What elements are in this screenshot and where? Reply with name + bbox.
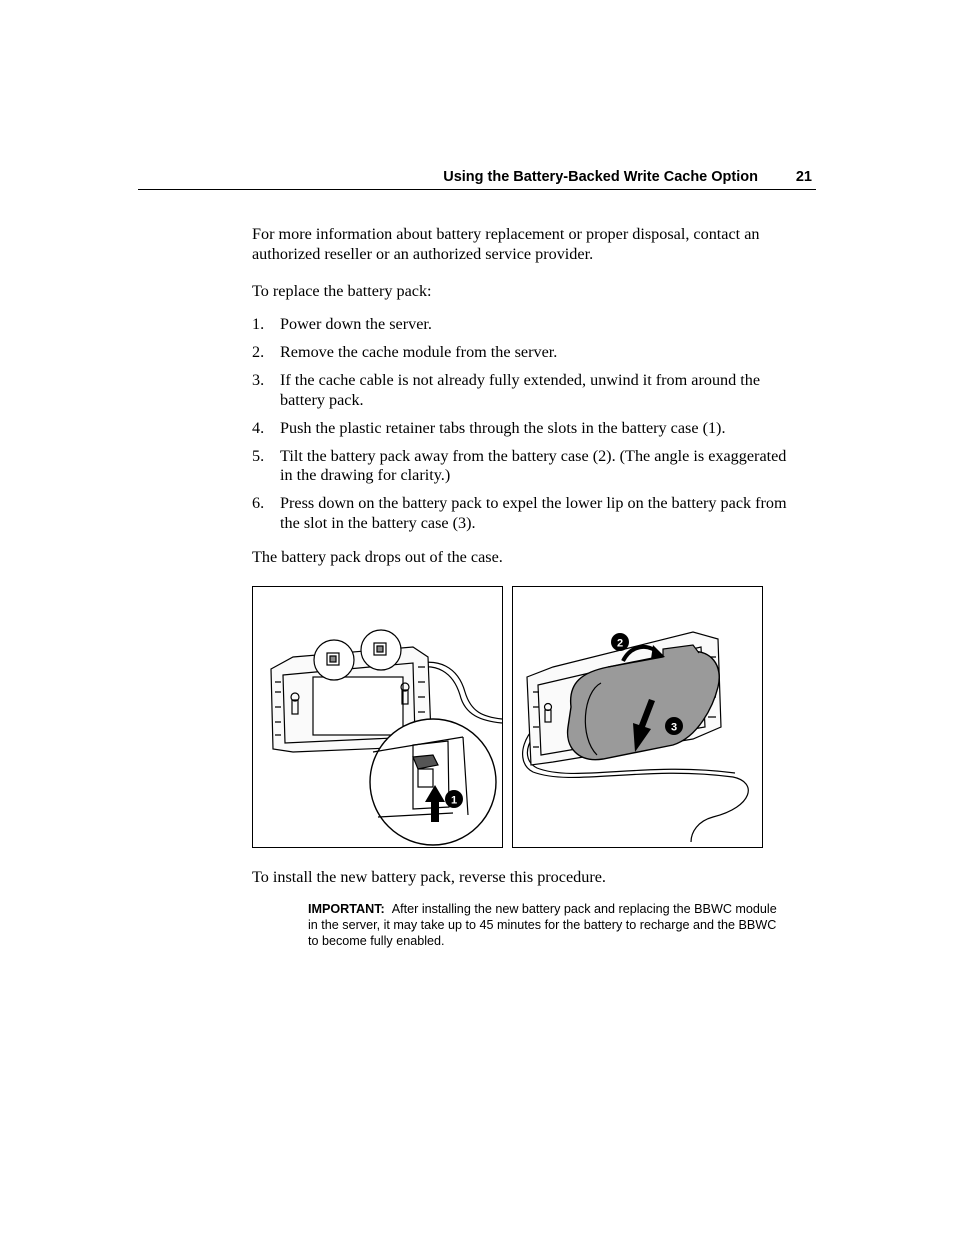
battery-removal-illustration bbox=[513, 587, 762, 847]
install-paragraph: To install the new battery pack, reverse this procedure. bbox=[252, 868, 606, 886]
step-number: 6. bbox=[252, 494, 265, 512]
page-number: 21 bbox=[795, 169, 812, 185]
step-item bbox=[252, 447, 797, 486]
step-number: 4. bbox=[252, 418, 265, 437]
step-text: Remove the cache module from the server. bbox=[280, 343, 558, 361]
step-number: 2. bbox=[252, 343, 265, 361]
important-note bbox=[308, 901, 778, 949]
step-item bbox=[252, 494, 797, 533]
step-number: 3. bbox=[252, 371, 265, 389]
step-text: Power down the server. bbox=[280, 315, 432, 333]
step-item bbox=[252, 371, 797, 410]
step-number: 1. bbox=[252, 315, 265, 333]
running-header bbox=[138, 168, 816, 190]
note-text: After installing the new battery pack and replacing the BBWC module in the server, it may take up to 45 minutes for the battery to recharge and the BBWC to become fully enabled. bbox=[308, 902, 777, 948]
step-item bbox=[252, 343, 797, 363]
step-text: Press down on the battery pack to expel the lower lip on the battery pack from the slot in the battery case (3). bbox=[280, 494, 787, 532]
note-label: IMPORTANT: bbox=[308, 902, 385, 916]
figure-panel-retainer-tabs bbox=[252, 586, 503, 848]
step-text: Tilt the battery pack away from the battery case (2). (The angle is exaggerated in the drawing for clarity.) bbox=[280, 446, 787, 484]
callout-2-label: 2 bbox=[616, 637, 624, 650]
retainer-tabs-illustration bbox=[253, 587, 502, 847]
callout-3-label: 3 bbox=[670, 721, 678, 734]
callout-1-label: 1 bbox=[450, 794, 458, 807]
header-title: Using the Battery-Backed Write Cache Option bbox=[443, 169, 758, 185]
step-text: If the cache cable is not already fully extended, unwind it from around the battery pack. bbox=[280, 371, 761, 409]
procedure-steps bbox=[252, 315, 797, 542]
intro-paragraph: For more information about battery replacement or proper disposal, contact an authorized reseller or an authorized service provider. bbox=[252, 225, 760, 263]
step-number: 5. bbox=[252, 446, 265, 465]
step-item bbox=[252, 315, 797, 335]
step-item bbox=[252, 419, 797, 439]
lead-in-paragraph: To replace the battery pack: bbox=[252, 282, 432, 300]
figure-panel-battery-removal bbox=[512, 586, 763, 848]
step-text: Push the plastic retainer tabs through the slots in the battery case (1). bbox=[280, 418, 726, 437]
result-paragraph: The battery pack drops out of the case. bbox=[252, 548, 503, 566]
